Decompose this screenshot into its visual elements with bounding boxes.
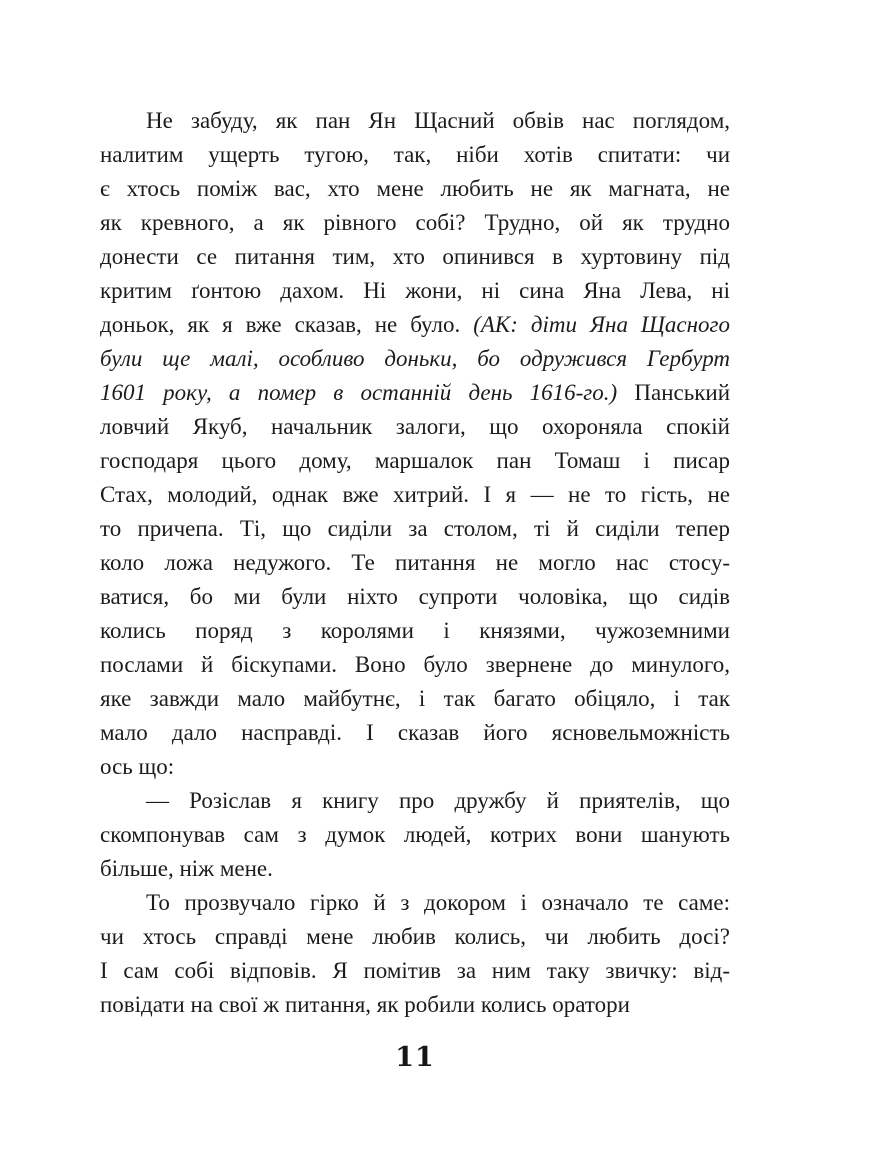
body-text-segment: — Розіслав я книгу про дружбу й приятелів, що xyxy=(146,788,730,813)
text-line xyxy=(100,886,730,920)
text-line xyxy=(100,784,730,818)
text-line xyxy=(100,818,730,852)
paragraph-2 xyxy=(100,784,730,886)
body-text-segment: мало дало насправді. І сказав його ясновельможність xyxy=(100,720,730,745)
text-line xyxy=(100,750,730,784)
body-text-segment: повідати на свої ж питання, як робили колись оратори xyxy=(100,992,630,1017)
body-text-segment: налитим ущерть тугою, так, ніби хотів спитати: чи xyxy=(100,142,730,167)
body-text-segment: послами й біскупами. Воно було звернене до минулого, xyxy=(100,652,730,677)
text-line xyxy=(100,240,730,274)
text-line xyxy=(100,580,730,614)
body-text xyxy=(100,104,730,1022)
body-text-segment: скомпонував сам з думок людей, котрих вони шанують xyxy=(100,822,730,847)
body-text-segment: коло ложа недужого. Те питання не могло нас стосу- xyxy=(100,550,730,575)
body-text-segment: ось що: xyxy=(100,754,175,779)
body-text-segment: чи хтось справді мене любив колись, чи любить досі? xyxy=(100,924,730,949)
text-line xyxy=(100,546,730,580)
text-line xyxy=(100,648,730,682)
author-note-italic-text: 1601 року, а помер в останній день 1616-го.) xyxy=(100,380,618,405)
author-note-italic-text: були ще малі, особливо доньки, бо одружився Гербурт xyxy=(100,346,730,371)
paragraph-1 xyxy=(100,104,730,784)
body-text-segment: ловчий Якуб, начальник залоги, що охороняла спокій xyxy=(100,414,730,439)
text-line xyxy=(100,852,730,886)
body-text-segment: І сам собі відповів. Я помітив за ним таку звичку: від- xyxy=(100,958,730,983)
body-text-segment: Панський xyxy=(617,380,730,405)
text-line xyxy=(100,614,730,648)
text-line xyxy=(100,274,730,308)
text-line xyxy=(100,172,730,206)
body-text-segment: яке завжди мало майбутнє, і так багато обіцяло, і так xyxy=(100,686,730,711)
body-text-segment: як кревного, а як рівного собі? Трудно, ой як трудно xyxy=(100,210,730,235)
text-line xyxy=(100,206,730,240)
text-line xyxy=(100,920,730,954)
body-text-segment: більше, ніж мене. xyxy=(100,856,273,881)
text-line xyxy=(100,682,730,716)
text-line xyxy=(100,444,730,478)
body-text-segment: доньок, як я вже сказав, не було. xyxy=(100,312,474,337)
body-text-segment: критим ґонтою дахом. Ні жони, ні сина Яна Лева, ні xyxy=(100,278,730,303)
text-line xyxy=(100,376,730,410)
text-line xyxy=(100,716,730,750)
body-text-segment: Не забуду, як пан Ян Щасний обвів нас поглядом, xyxy=(146,108,730,133)
text-line xyxy=(100,988,730,1022)
body-text-segment: господаря цього дому, маршалок пан Томаш і писар xyxy=(100,448,730,473)
body-text-segment: ватися, бо ми були ніхто супроти чоловіка, що сидів xyxy=(100,584,730,609)
body-text-segment: Стах, молодий, однак вже хитрий. І я — не то гість, не xyxy=(100,482,730,507)
paragraph-3 xyxy=(100,886,730,1022)
text-line xyxy=(100,954,730,988)
body-text-segment: То прозвучало гірко й з докором і означало те саме: xyxy=(146,890,730,915)
page-number: 11 xyxy=(395,1042,435,1073)
text-line xyxy=(100,138,730,172)
text-line xyxy=(100,410,730,444)
text-line xyxy=(100,104,730,138)
body-text-segment: колись поряд з королями і князями, чужоземними xyxy=(100,618,730,643)
text-line xyxy=(100,342,730,376)
author-note-italic-text: (АК: діти Яна Щасного xyxy=(473,312,730,337)
body-text-segment: то причепа. Ті, що сиділи за столом, ті й сиділи тепер xyxy=(100,516,730,541)
text-line xyxy=(100,308,730,342)
body-text-segment: донести се питання тим, хто опинився в хуртовину під xyxy=(100,244,730,269)
text-line xyxy=(100,478,730,512)
text-line xyxy=(100,512,730,546)
body-text-segment: є хтось поміж вас, хто мене любить не як магната, не xyxy=(100,176,730,201)
